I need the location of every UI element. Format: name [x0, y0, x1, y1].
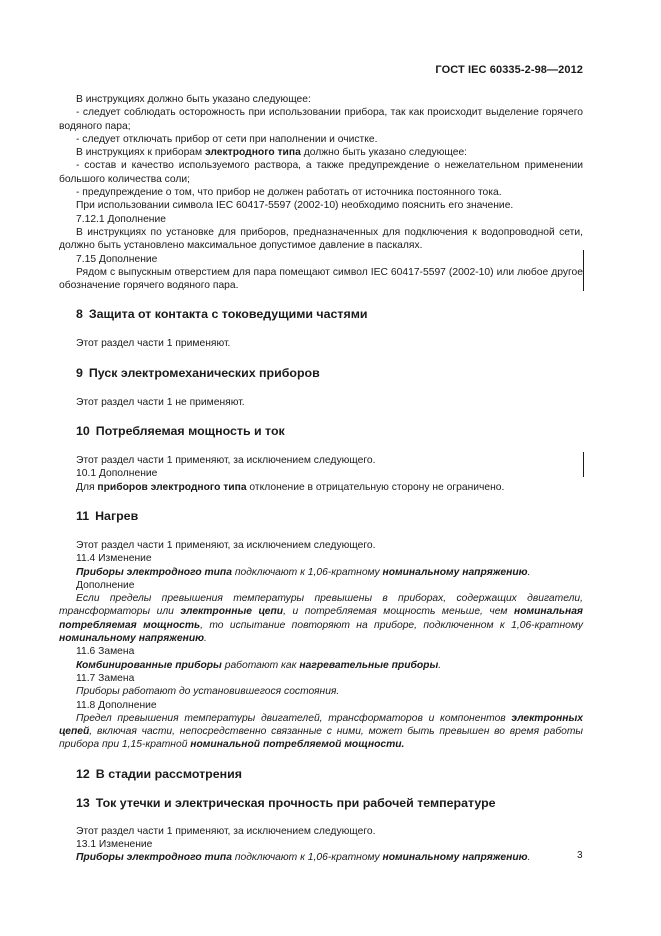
- list-item: - предупреждение о том, что прибор не должен работать от источника постоянного тока.: [76, 187, 502, 199]
- paragraph: В инструкциях должно быть указано следующее:: [76, 94, 311, 105]
- paragraph: Этот раздел части 1 применяют, за исключением следующего.: [76, 825, 376, 837]
- paragraph: [59, 146, 583, 159]
- clause-number: 10.1 Дополнение: [76, 468, 158, 480]
- term-bold: Приборы электродного типа: [76, 566, 232, 578]
- paragraph: [59, 851, 583, 864]
- change-bar-1: [583, 250, 584, 291]
- section-heading-10: [59, 424, 583, 438]
- document-body: [59, 93, 583, 865]
- paragraph: Этот раздел части 1 применяют, за исключением следующего.: [76, 539, 376, 551]
- term-bold: электронных цепей: [59, 712, 583, 738]
- text-run: В инструкциях к приборам: [76, 147, 205, 159]
- text-run: работают как: [221, 659, 300, 671]
- section-number: 8: [76, 307, 83, 322]
- text-run: .: [527, 566, 531, 578]
- section-number: 13: [76, 795, 90, 810]
- page-number: 3: [577, 850, 583, 861]
- paragraph: При использовании символа IEC 60417-5597 (2002-10) необходимо пояснить его значение.: [76, 200, 514, 212]
- text-run: отклонение в отрицательную сторону не ограничено.: [246, 481, 505, 493]
- text-run: должно быть указано следующее:: [300, 147, 468, 159]
- paragraph: [59, 659, 583, 672]
- paragraph: Приборы работают до установившегося состояния.: [76, 686, 340, 698]
- section-title: Ток утечки и электрическая прочность при рабочей температуре: [95, 795, 496, 810]
- section-heading-13: [59, 796, 583, 810]
- paragraph: Этот раздел части 1 применяют, за исключением следующего.: [76, 455, 376, 467]
- paragraph: Этот раздел части 1 применяют.: [76, 338, 231, 350]
- text-run: .: [527, 852, 531, 864]
- term-bold: электронные цепи: [180, 606, 284, 618]
- section-number: 11: [76, 508, 90, 523]
- clause-number: 7.15 Дополнение: [76, 253, 158, 265]
- term-bold: номинальной потребляемой мощности.: [190, 739, 405, 751]
- clause-number: 11.8 Дополнение: [76, 699, 157, 711]
- clause-label: Дополнение: [76, 579, 135, 591]
- section-title: Пуск электромеханических приборов: [88, 365, 320, 380]
- text-run: , и потребляемая мощность меньше, чем: [283, 606, 514, 618]
- term-bold: Комбинированные приборы: [76, 659, 222, 671]
- change-bar-2: [583, 452, 584, 477]
- text-run: .: [438, 659, 442, 671]
- term-bold: нагревательные приборы: [299, 659, 439, 671]
- term-bold: номинальному напряжению: [59, 633, 205, 645]
- section-heading-12: [59, 767, 583, 781]
- paragraph: В инструкциях по установке для приборов, предназначенных для подключения к водопроводной сети, должно быть установлено максимальное допустимое давление в паскалях.: [59, 226, 583, 252]
- text-run: Предел превышения температуры двигателей, трансформаторов и компонентов: [76, 712, 512, 724]
- section-number: 10: [76, 424, 90, 439]
- paragraph: [59, 481, 583, 494]
- paragraph: [59, 712, 583, 752]
- section-title: Потребляемая мощность и ток: [95, 424, 285, 439]
- list-item: - следует отключать прибор от сети при наполнении и очистке.: [76, 133, 378, 145]
- clause-number: 11.6 Замена: [76, 646, 135, 658]
- section-heading-11: [59, 509, 583, 523]
- clause-number: 11.7 Замена: [76, 672, 135, 684]
- section-title: В стадии рассмотрения: [95, 766, 242, 781]
- section-title: Нагрев: [95, 508, 139, 523]
- list-item: - состав и качество используемого раствора, а также предупреждение о нежелательном применении большого количества соли;: [59, 160, 583, 185]
- text-run: , включая части, непосредственно связанные с ними, может быть превышен во время работы прибора при 1,15-кратной: [59, 726, 583, 751]
- clause-number: 7.12.1 Дополнение: [76, 213, 166, 225]
- term-bold: номинальному напряжению: [382, 566, 528, 578]
- text-run: Для: [76, 481, 98, 493]
- term-bold: Приборы электродного типа: [76, 852, 232, 864]
- paragraph: Этот раздел части 1 не применяют.: [76, 396, 245, 408]
- list-item: - следует соблюдать осторожность при использовании прибора, так как происходит выделение горячего водяного пара;: [59, 107, 583, 132]
- term-bold: номинальная потребляемая мощность: [59, 606, 583, 631]
- clause-number: 11.4 Изменение: [76, 553, 152, 565]
- section-number: 9: [76, 365, 83, 380]
- text-run: .: [204, 633, 207, 645]
- text-run: Если пределы превышения температуры превышены в приборах, содержащих двигатели, трансформаторы или: [59, 593, 583, 618]
- section-heading-8: [59, 307, 583, 321]
- paragraph: [59, 566, 583, 579]
- term-bold: приборов электродного типа: [97, 481, 247, 493]
- paragraph: Рядом с выпускным отверстием для пара помещают символ IEC 60417-5597 (2002-10) или любое другое обозначение горячего водяного пара.: [59, 266, 583, 292]
- document-header-code: ГОСТ IEC 60335-2-98—2012: [435, 64, 583, 76]
- text-run: подключают к 1,06-кратному: [231, 566, 383, 578]
- section-number: 12: [76, 766, 90, 781]
- text-run: , то испытание повторяют на приборе, подключенном к 1,06-кратному: [200, 619, 583, 631]
- section-title: Защита от контакта с токоведущими частями: [88, 307, 368, 322]
- text-run: подключают к 1,06-кратному: [231, 852, 383, 864]
- term-bold: номинальному напряжению: [382, 852, 528, 864]
- clause-number: 13.1 Изменение: [76, 838, 153, 850]
- paragraph: [59, 592, 583, 645]
- section-heading-9: [59, 366, 583, 380]
- term-bold: электродного типа: [204, 147, 301, 159]
